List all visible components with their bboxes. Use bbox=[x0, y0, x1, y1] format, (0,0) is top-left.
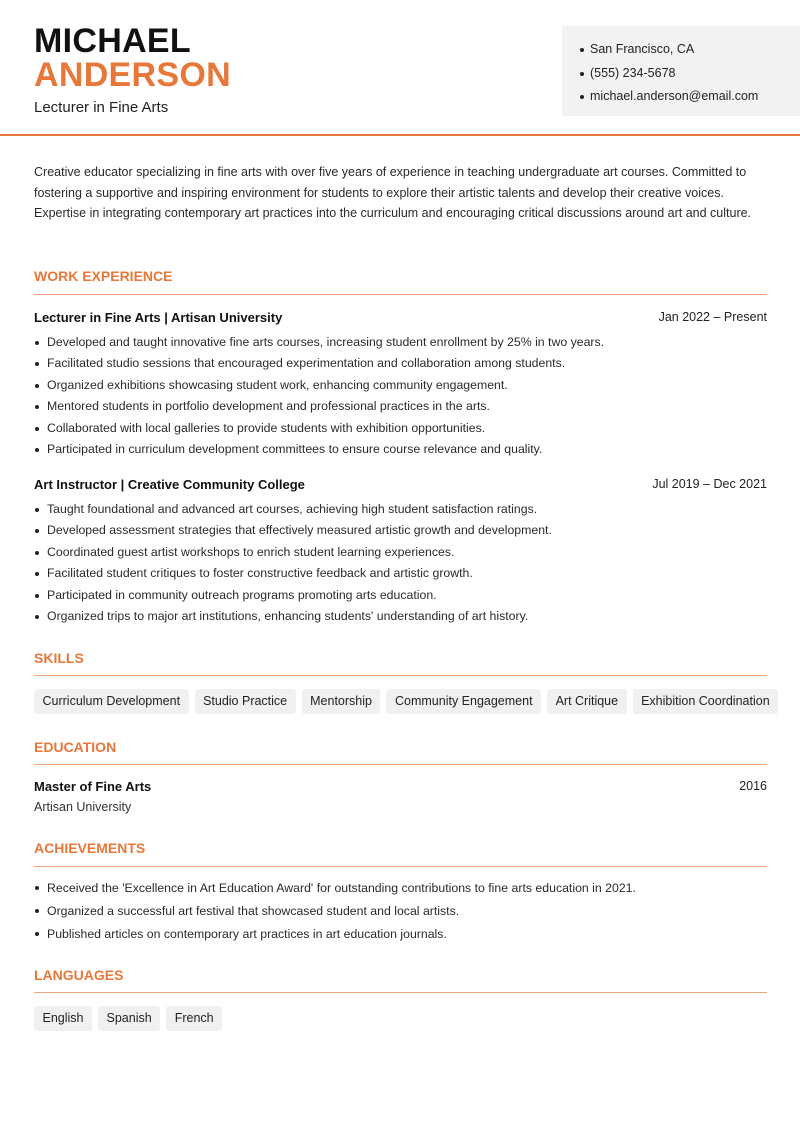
list-item: Developed assessment strategies that effectively measured artistic growth and development. bbox=[34, 520, 774, 541]
graduation-year: 2016 bbox=[739, 779, 767, 793]
list-item: Facilitated studio sessions that encouraged experimentation and collaboration among students. bbox=[34, 353, 774, 374]
skill-tag: Curriculum Development bbox=[34, 689, 189, 714]
language-tags bbox=[34, 1006, 222, 1031]
list-item: Taught foundational and advanced art courses, achieving high student satisfaction ratings. bbox=[34, 499, 774, 520]
skill-tag: Exhibition Coordination bbox=[633, 689, 779, 714]
school-name: Artisan University bbox=[34, 800, 132, 814]
achievements-list bbox=[34, 877, 774, 945]
contact-list bbox=[580, 38, 758, 109]
contact-box bbox=[562, 26, 800, 116]
language-tag: English bbox=[34, 1006, 92, 1031]
skill-tag: Mentorship bbox=[302, 689, 381, 714]
contact-email[interactable]: michael.anderson@email.com bbox=[580, 85, 758, 109]
list-item: Organized exhibitions showcasing student work, enhancing community engagement. bbox=[34, 375, 774, 396]
section-title-education: EDUCATION bbox=[34, 739, 117, 755]
job-dates-1: Jan 2022 – Present bbox=[658, 310, 767, 324]
job-dates-2: Jul 2019 – Dec 2021 bbox=[652, 477, 767, 491]
list-item: Organized a successful art festival that showcased student and local artists. bbox=[34, 900, 774, 923]
language-tag: Spanish bbox=[98, 1006, 160, 1031]
list-item: Developed and taught innovative fine arts courses, increasing student enrollment by 25% in two years. bbox=[34, 332, 774, 353]
section-divider bbox=[34, 992, 767, 993]
section-divider bbox=[34, 675, 767, 676]
section-divider bbox=[34, 764, 767, 765]
list-item: Coordinated guest artist workshops to enrich student learning experiences. bbox=[34, 542, 774, 563]
professional-summary: Creative educator specializing in fine arts with over five years of experience in teaching undergraduate art courses. Committed to fostering a supportive and inspiring environment for students to explore their artistic talents and develop their creative voices. Expertise in integrating contemporary art practices into the curriculum and encouraging critical discussions around art and culture. bbox=[34, 165, 752, 221]
list-item: Received the 'Excellence in Art Education Award' for outstanding contributions to fine arts education in 2021. bbox=[34, 877, 774, 900]
section-divider bbox=[34, 294, 767, 295]
list-item: Participated in curriculum development committees to ensure course relevance and quality. bbox=[34, 439, 774, 460]
last-name: ANDERSON bbox=[34, 56, 231, 94]
skill-tag: Studio Practice bbox=[195, 689, 296, 714]
section-title-experience: WORK EXPERIENCE bbox=[34, 268, 173, 284]
degree-name: Master of Fine Arts bbox=[34, 779, 152, 794]
list-item: Collaborated with local galleries to provide students with exhibition opportunities. bbox=[34, 418, 774, 439]
list-item: Organized trips to major art institutions, enhancing students' understanding of art history. bbox=[34, 606, 774, 627]
list-item: Mentored students in portfolio development and professional practices in the arts. bbox=[34, 396, 774, 417]
list-item: Published articles on contemporary art practices in art education journals. bbox=[34, 923, 774, 946]
job-bullets-1 bbox=[34, 332, 774, 460]
first-name: MICHAEL bbox=[34, 22, 191, 60]
contact-phone: (555) 234-5678 bbox=[580, 62, 758, 86]
section-title-achievements: ACHIEVEMENTS bbox=[34, 840, 146, 856]
section-title-languages: LANGUAGES bbox=[34, 967, 124, 983]
section-title-skills: SKILLS bbox=[34, 650, 84, 666]
job-title-2: Art Instructor | Creative Community College bbox=[34, 477, 305, 492]
section-divider bbox=[34, 866, 767, 867]
skills-tags bbox=[34, 689, 778, 714]
skill-tag: Community Engagement bbox=[386, 689, 541, 714]
job-bullets-2 bbox=[34, 499, 774, 627]
skill-tag: Art Critique bbox=[547, 689, 627, 714]
list-item: Facilitated student critiques to foster constructive feedback and artistic growth. bbox=[34, 563, 774, 584]
job-title: Lecturer in Fine Arts bbox=[34, 99, 169, 116]
job-title-1: Lecturer in Fine Arts | Artisan University bbox=[34, 310, 283, 325]
language-tag: French bbox=[166, 1006, 222, 1031]
contact-location: San Francisco, CA bbox=[580, 38, 758, 62]
list-item: Participated in community outreach programs promoting arts education. bbox=[34, 585, 774, 606]
resume-header bbox=[0, 0, 800, 136]
